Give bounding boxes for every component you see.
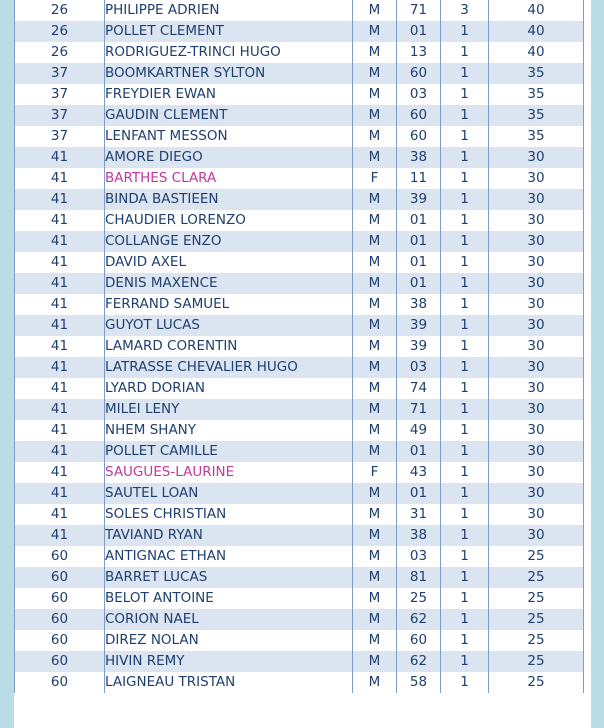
points-cell: 30	[489, 210, 584, 231]
sex-cell: M	[353, 609, 397, 630]
points-cell: 25	[489, 609, 584, 630]
sex-cell: M	[353, 525, 397, 546]
department-cell: 60	[397, 105, 441, 126]
department-cell: 39	[397, 336, 441, 357]
table-row	[15, 399, 584, 420]
category-cell: 1	[441, 672, 489, 693]
category-cell: 1	[441, 126, 489, 147]
category-cell: 1	[441, 315, 489, 336]
points-cell: 30	[489, 315, 584, 336]
table-row	[15, 462, 584, 483]
category-cell: 1	[441, 168, 489, 189]
department-cell: 11	[397, 168, 441, 189]
category-cell: 1	[441, 105, 489, 126]
points-cell: 25	[489, 546, 584, 567]
table-row	[15, 651, 584, 672]
rank-cell: 60	[15, 651, 105, 672]
athlete-name-cell: SOLES CHRISTIAN	[105, 504, 353, 525]
athlete-name-cell: BINDA BASTIEEN	[105, 189, 353, 210]
points-cell: 25	[489, 567, 584, 588]
points-cell: 30	[489, 504, 584, 525]
category-cell: 1	[441, 210, 489, 231]
rank-cell: 26	[15, 21, 105, 42]
category-cell: 1	[441, 63, 489, 84]
category-cell: 1	[441, 441, 489, 462]
athlete-name-cell: POLLET CLEMENT	[105, 21, 353, 42]
category-cell: 1	[441, 546, 489, 567]
department-cell: 71	[397, 399, 441, 420]
table-row	[15, 189, 584, 210]
athlete-name-cell: DAVID AXEL	[105, 252, 353, 273]
athlete-name-cell: BARRET LUCAS	[105, 567, 353, 588]
sex-cell: M	[353, 126, 397, 147]
table-row	[15, 630, 584, 651]
rank-cell: 41	[15, 504, 105, 525]
rank-cell: 41	[15, 399, 105, 420]
department-cell: 39	[397, 189, 441, 210]
category-cell: 1	[441, 504, 489, 525]
sex-cell: M	[353, 378, 397, 399]
department-cell: 25	[397, 588, 441, 609]
table-row	[15, 105, 584, 126]
athlete-name-cell: NHEM SHANY	[105, 420, 353, 441]
points-cell: 30	[489, 294, 584, 315]
points-cell: 40	[489, 0, 584, 21]
points-cell: 30	[489, 189, 584, 210]
department-cell: 81	[397, 567, 441, 588]
department-cell: 01	[397, 21, 441, 42]
category-cell: 1	[441, 483, 489, 504]
department-cell: 01	[397, 252, 441, 273]
points-cell: 40	[489, 21, 584, 42]
department-cell: 03	[397, 84, 441, 105]
rank-cell: 60	[15, 588, 105, 609]
department-cell: 39	[397, 315, 441, 336]
table-row	[15, 168, 584, 189]
athlete-name-cell: PHILIPPE ADRIEN	[105, 0, 353, 21]
sex-cell: M	[353, 21, 397, 42]
department-cell: 03	[397, 546, 441, 567]
athlete-name-cell: BARTHES CLARA	[105, 168, 353, 189]
table-row	[15, 420, 584, 441]
category-cell: 1	[441, 378, 489, 399]
table-row	[15, 672, 584, 693]
rank-cell: 41	[15, 357, 105, 378]
points-cell: 30	[489, 252, 584, 273]
department-cell: 62	[397, 651, 441, 672]
points-cell: 35	[489, 105, 584, 126]
category-cell: 3	[441, 0, 489, 21]
sex-cell: M	[353, 441, 397, 462]
rank-cell: 60	[15, 609, 105, 630]
athlete-name-cell: RODRIGUEZ-TRINCI HUGO	[105, 42, 353, 63]
category-cell: 1	[441, 21, 489, 42]
department-cell: 62	[397, 609, 441, 630]
rank-cell: 41	[15, 252, 105, 273]
table-row	[15, 63, 584, 84]
athlete-name-cell: BELOT ANTOINE	[105, 588, 353, 609]
table-row	[15, 336, 584, 357]
athlete-name-cell: GAUDIN CLEMENT	[105, 105, 353, 126]
table-row	[15, 0, 584, 21]
category-cell: 1	[441, 273, 489, 294]
athlete-name-cell: LATRASSE CHEVALIER HUGO	[105, 357, 353, 378]
athlete-name-cell: COLLANGE ENZO	[105, 231, 353, 252]
rank-cell: 41	[15, 525, 105, 546]
sex-cell: M	[353, 252, 397, 273]
points-cell: 30	[489, 525, 584, 546]
department-cell: 60	[397, 126, 441, 147]
points-cell: 35	[489, 84, 584, 105]
points-cell: 25	[489, 651, 584, 672]
points-cell: 30	[489, 168, 584, 189]
category-cell: 1	[441, 147, 489, 168]
rank-cell: 37	[15, 126, 105, 147]
sex-cell: M	[353, 357, 397, 378]
table-row	[15, 504, 584, 525]
table-row	[15, 273, 584, 294]
sex-cell: M	[353, 630, 397, 651]
table-row	[15, 483, 584, 504]
sex-cell: M	[353, 567, 397, 588]
athlete-name-cell: DENIS MAXENCE	[105, 273, 353, 294]
sex-cell: M	[353, 105, 397, 126]
category-cell: 1	[441, 189, 489, 210]
rank-cell: 41	[15, 231, 105, 252]
sex-cell: M	[353, 231, 397, 252]
category-cell: 1	[441, 336, 489, 357]
rank-cell: 41	[15, 420, 105, 441]
athlete-name-cell: CHAUDIER LORENZO	[105, 210, 353, 231]
rank-cell: 41	[15, 210, 105, 231]
category-cell: 1	[441, 420, 489, 441]
sex-cell: M	[353, 210, 397, 231]
points-cell: 30	[489, 147, 584, 168]
table-row	[15, 42, 584, 63]
rank-cell: 60	[15, 672, 105, 693]
department-cell: 43	[397, 462, 441, 483]
category-cell: 1	[441, 294, 489, 315]
ranking-table-body	[15, 0, 584, 693]
rank-cell: 41	[15, 168, 105, 189]
rank-cell: 37	[15, 84, 105, 105]
category-cell: 1	[441, 462, 489, 483]
athlete-name-cell: LAIGNEAU TRISTAN	[105, 672, 353, 693]
department-cell: 01	[397, 441, 441, 462]
department-cell: 58	[397, 672, 441, 693]
rank-cell: 60	[15, 567, 105, 588]
department-cell: 38	[397, 147, 441, 168]
athlete-name-cell: SAUTEL LOAN	[105, 483, 353, 504]
table-row	[15, 84, 584, 105]
results-page	[14, 0, 591, 728]
athlete-name-cell: DIREZ NOLAN	[105, 630, 353, 651]
sex-cell: M	[353, 273, 397, 294]
rank-cell: 41	[15, 315, 105, 336]
sex-cell: M	[353, 651, 397, 672]
sex-cell: M	[353, 147, 397, 168]
table-row	[15, 21, 584, 42]
rank-cell: 41	[15, 189, 105, 210]
points-cell: 30	[489, 483, 584, 504]
department-cell: 31	[397, 504, 441, 525]
athlete-name-cell: CORION NAEL	[105, 609, 353, 630]
sex-cell: M	[353, 483, 397, 504]
department-cell: 01	[397, 483, 441, 504]
category-cell: 1	[441, 609, 489, 630]
points-cell: 30	[489, 441, 584, 462]
athlete-name-cell: MILEI LENY	[105, 399, 353, 420]
department-cell: 03	[397, 357, 441, 378]
points-cell: 30	[489, 462, 584, 483]
department-cell: 01	[397, 231, 441, 252]
table-row	[15, 315, 584, 336]
sex-cell: M	[353, 336, 397, 357]
points-cell: 25	[489, 630, 584, 651]
department-cell: 60	[397, 63, 441, 84]
table-row	[15, 252, 584, 273]
athlete-name-cell: GUYOT LUCAS	[105, 315, 353, 336]
points-cell: 25	[489, 588, 584, 609]
category-cell: 1	[441, 630, 489, 651]
sex-cell: M	[353, 294, 397, 315]
sex-cell: F	[353, 462, 397, 483]
athlete-name-cell: ANTIGNAC ETHAN	[105, 546, 353, 567]
department-cell: 38	[397, 294, 441, 315]
points-cell: 30	[489, 357, 584, 378]
category-cell: 1	[441, 588, 489, 609]
table-row	[15, 126, 584, 147]
points-cell: 30	[489, 378, 584, 399]
department-cell: 01	[397, 210, 441, 231]
athlete-name-cell: TAVIAND RYAN	[105, 525, 353, 546]
rank-cell: 37	[15, 105, 105, 126]
department-cell: 71	[397, 0, 441, 21]
sex-cell: M	[353, 546, 397, 567]
points-cell: 30	[489, 420, 584, 441]
sex-cell: M	[353, 42, 397, 63]
table-row	[15, 231, 584, 252]
sex-cell: M	[353, 84, 397, 105]
sex-cell: M	[353, 315, 397, 336]
points-cell: 30	[489, 336, 584, 357]
department-cell: 38	[397, 525, 441, 546]
athlete-name-cell: LENFANT MESSON	[105, 126, 353, 147]
sex-cell: M	[353, 504, 397, 525]
rank-cell: 41	[15, 336, 105, 357]
rank-cell: 37	[15, 63, 105, 84]
department-cell: 01	[397, 273, 441, 294]
points-cell: 35	[489, 126, 584, 147]
sex-cell: M	[353, 0, 397, 21]
athlete-name-cell: LYARD DORIAN	[105, 378, 353, 399]
athlete-name-cell: AMORE DIEGO	[105, 147, 353, 168]
sex-cell: M	[353, 588, 397, 609]
athlete-name-cell: LAMARD CORENTIN	[105, 336, 353, 357]
table-row	[15, 609, 584, 630]
rank-cell: 60	[15, 546, 105, 567]
table-row	[15, 147, 584, 168]
table-row	[15, 546, 584, 567]
category-cell: 1	[441, 252, 489, 273]
category-cell: 1	[441, 231, 489, 252]
athlete-name-cell: POLLET CAMILLE	[105, 441, 353, 462]
athlete-name-cell: FERRAND SAMUEL	[105, 294, 353, 315]
sex-cell: M	[353, 189, 397, 210]
category-cell: 1	[441, 651, 489, 672]
category-cell: 1	[441, 525, 489, 546]
category-cell: 1	[441, 42, 489, 63]
rank-cell: 41	[15, 147, 105, 168]
rank-cell: 41	[15, 273, 105, 294]
athlete-name-cell: HIVIN REMY	[105, 651, 353, 672]
rank-cell: 26	[15, 0, 105, 21]
table-row	[15, 357, 584, 378]
rank-cell: 41	[15, 378, 105, 399]
rank-cell: 41	[15, 294, 105, 315]
table-row	[15, 441, 584, 462]
points-cell: 30	[489, 231, 584, 252]
department-cell: 74	[397, 378, 441, 399]
rank-cell: 41	[15, 483, 105, 504]
department-cell: 60	[397, 630, 441, 651]
table-row	[15, 588, 584, 609]
sex-cell: M	[353, 63, 397, 84]
table-row	[15, 210, 584, 231]
athlete-name-cell: FREYDIER EWAN	[105, 84, 353, 105]
category-cell: 1	[441, 399, 489, 420]
category-cell: 1	[441, 357, 489, 378]
category-cell: 1	[441, 567, 489, 588]
rank-cell: 41	[15, 441, 105, 462]
table-row	[15, 378, 584, 399]
sex-cell: M	[353, 420, 397, 441]
department-cell: 49	[397, 420, 441, 441]
sex-cell: F	[353, 168, 397, 189]
table-row	[15, 567, 584, 588]
points-cell: 30	[489, 273, 584, 294]
points-cell: 25	[489, 672, 584, 693]
points-cell: 30	[489, 399, 584, 420]
ranking-table	[14, 0, 584, 693]
sex-cell: M	[353, 672, 397, 693]
athlete-name-cell: BOOMKARTNER SYLTON	[105, 63, 353, 84]
category-cell: 1	[441, 84, 489, 105]
rank-cell: 41	[15, 462, 105, 483]
table-row	[15, 294, 584, 315]
athlete-name-cell: SAUGUES-LAURINE	[105, 462, 353, 483]
points-cell: 40	[489, 42, 584, 63]
rank-cell: 60	[15, 630, 105, 651]
rank-cell: 26	[15, 42, 105, 63]
sex-cell: M	[353, 399, 397, 420]
department-cell: 13	[397, 42, 441, 63]
table-row	[15, 525, 584, 546]
points-cell: 35	[489, 63, 584, 84]
